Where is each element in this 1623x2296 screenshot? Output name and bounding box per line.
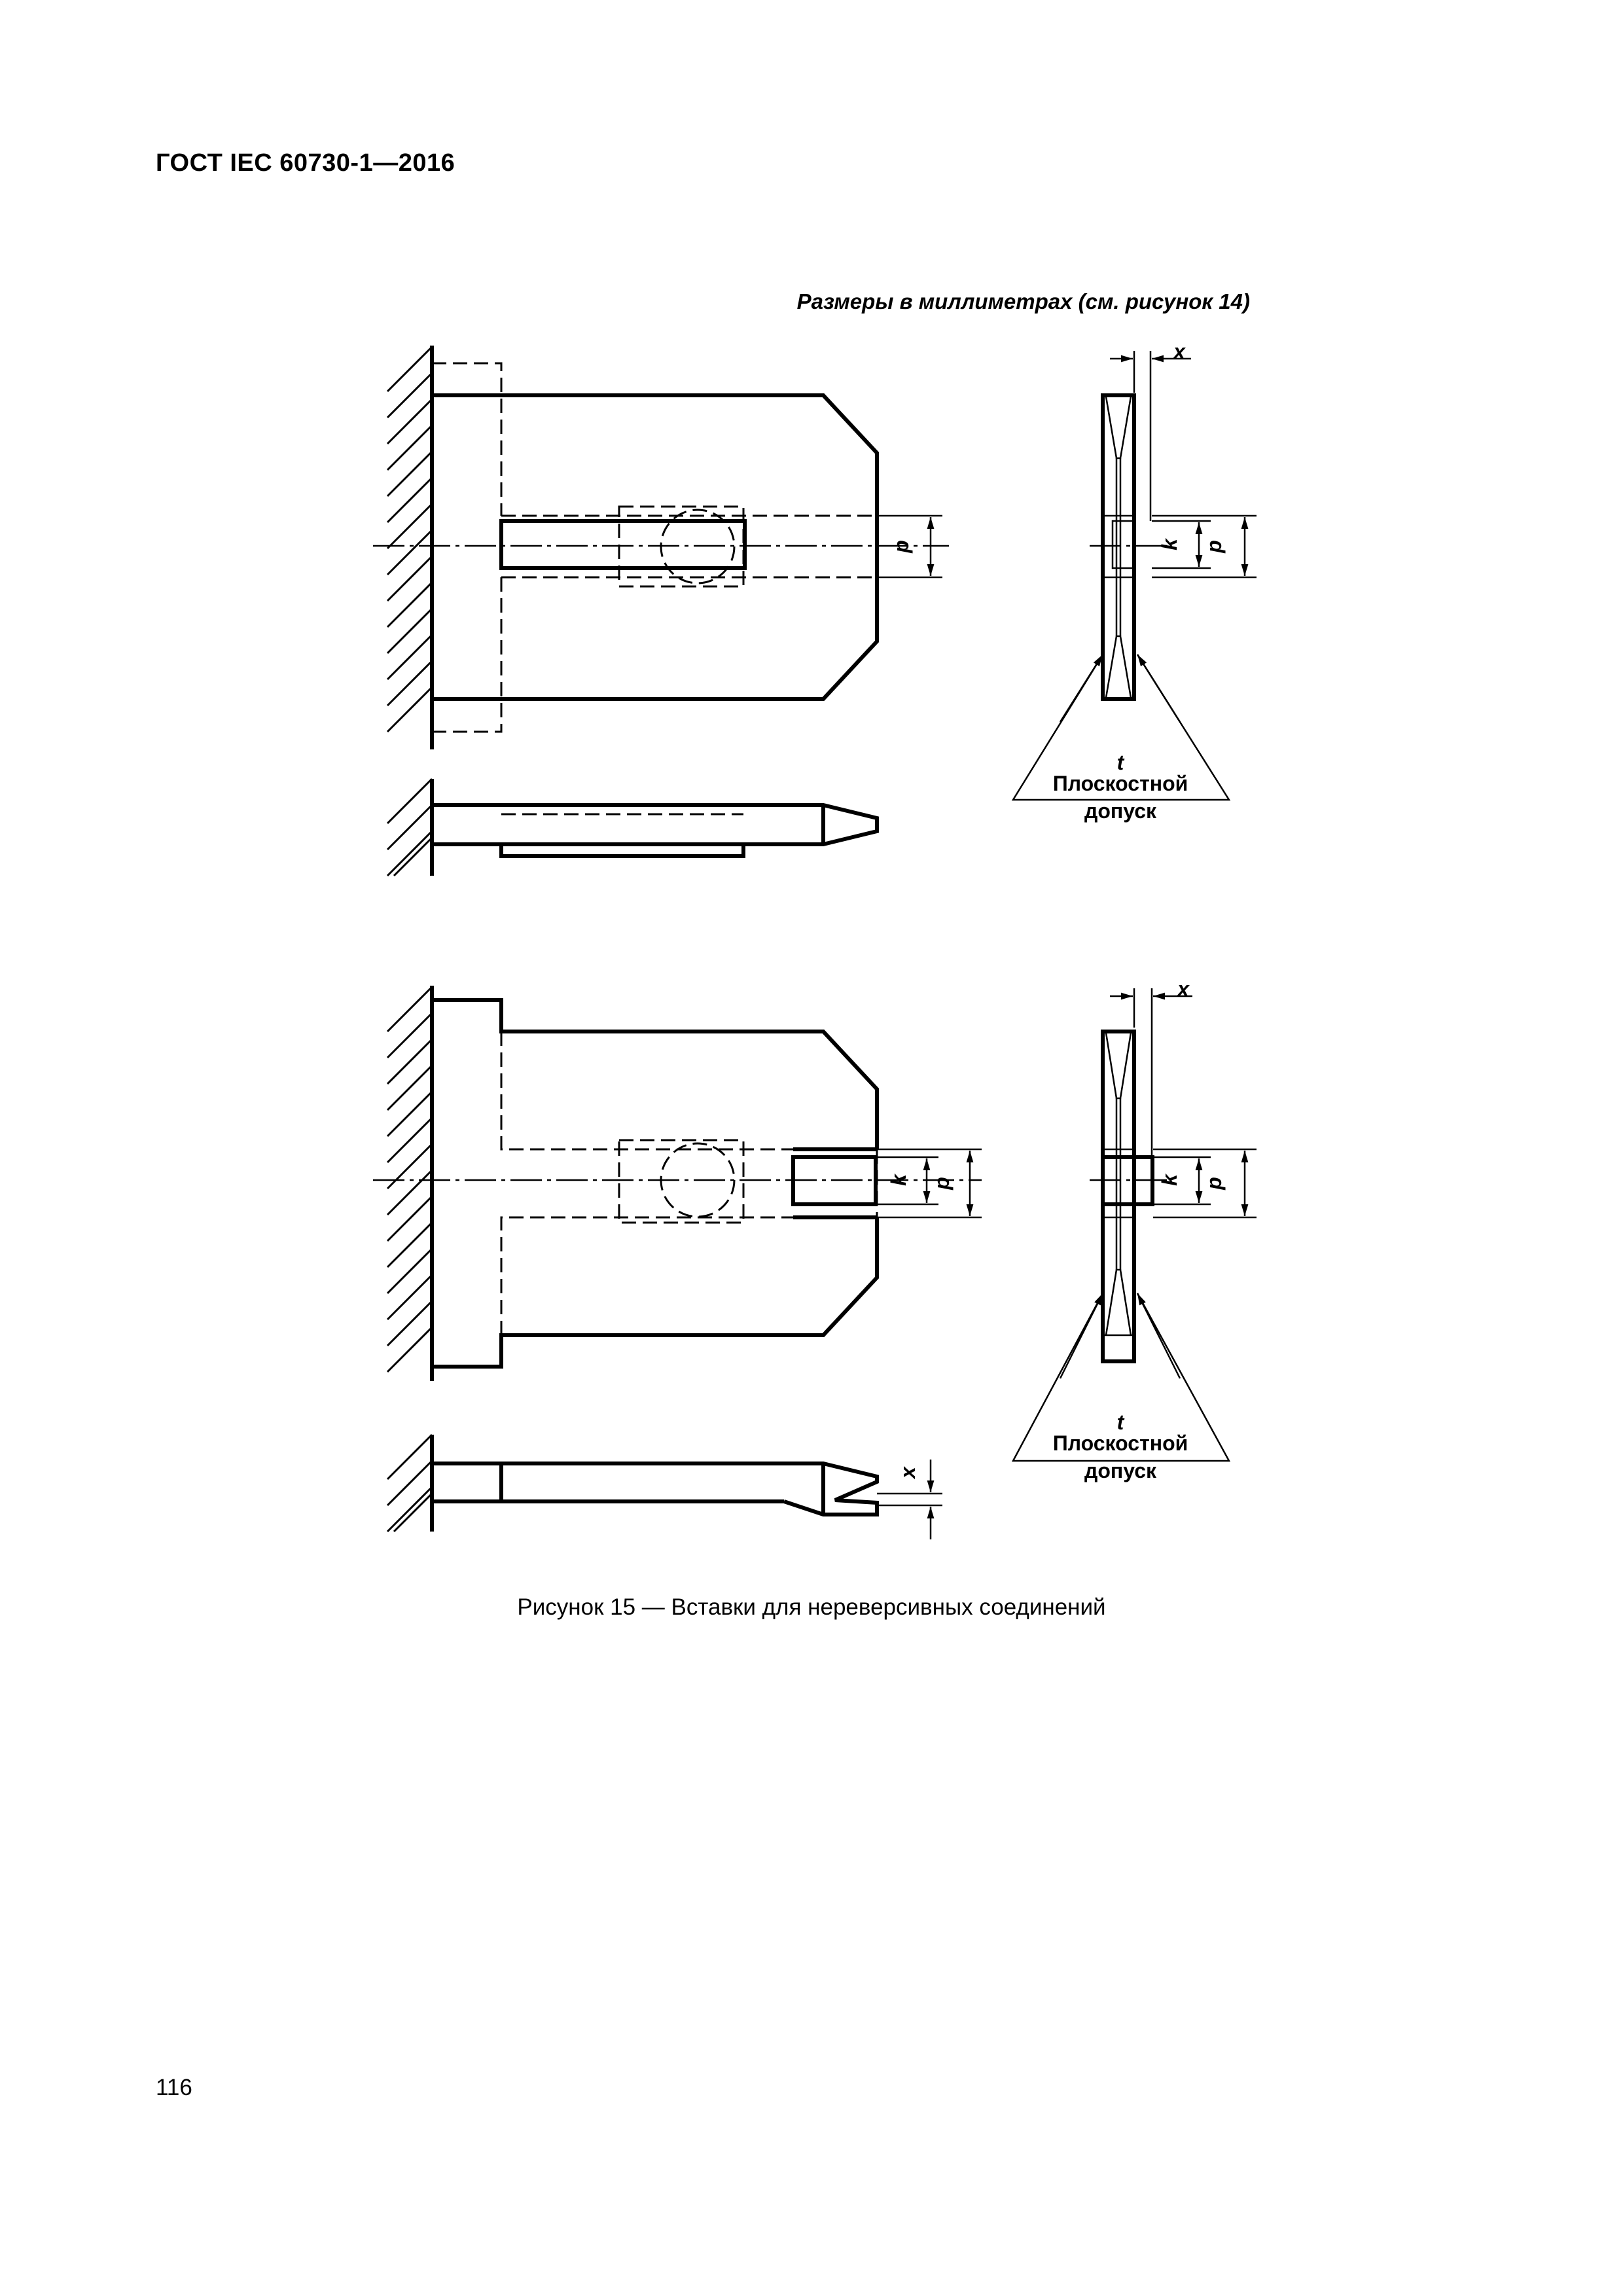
- top-insert-side-view: [373, 346, 949, 749]
- dimensions-note: Размеры в миллиметрах (см. рисунок 14): [796, 289, 1250, 314]
- top-side-p-label: p: [889, 540, 913, 553]
- bottom-tolerance-label-line1: Плоскостной: [1052, 1431, 1188, 1455]
- top-tolerance-label-line1: Плоскостной: [1052, 772, 1188, 795]
- bottom-end-x-label: x: [1177, 977, 1189, 1001]
- figure-caption: Рисунок 15 — Вставки для нереверсивных соединений: [517, 1594, 1106, 1620]
- bottom-tolerance-t-label: t: [1116, 1410, 1124, 1434]
- bottom-insert-bottom-view: [387, 1435, 942, 1539]
- bottom-end-p-label: p: [1202, 1177, 1226, 1190]
- top-end-k-label: k: [1158, 539, 1181, 550]
- bottom-side-p-label: p: [930, 1177, 954, 1190]
- bottom-bottom-x-label: x: [896, 1467, 919, 1479]
- page-number: 116: [156, 2075, 192, 2100]
- bottom-insert-end-view: [1013, 988, 1257, 1461]
- top-tolerance-t-label: t: [1116, 751, 1124, 774]
- bottom-side-k-label: k: [887, 1174, 910, 1186]
- bottom-tolerance-label-line2: допуск: [1084, 1459, 1156, 1482]
- bottom-end-k-label: k: [1158, 1174, 1181, 1186]
- top-end-x-label: x: [1173, 340, 1185, 363]
- top-insert-bottom-view: [387, 779, 877, 876]
- top-insert-end-view: [1013, 351, 1257, 800]
- top-tolerance-label-line2: допуск: [1084, 799, 1156, 823]
- document-header: ГОСТ IEC 60730-1—2016: [156, 149, 455, 177]
- top-end-p-label: p: [1202, 540, 1226, 553]
